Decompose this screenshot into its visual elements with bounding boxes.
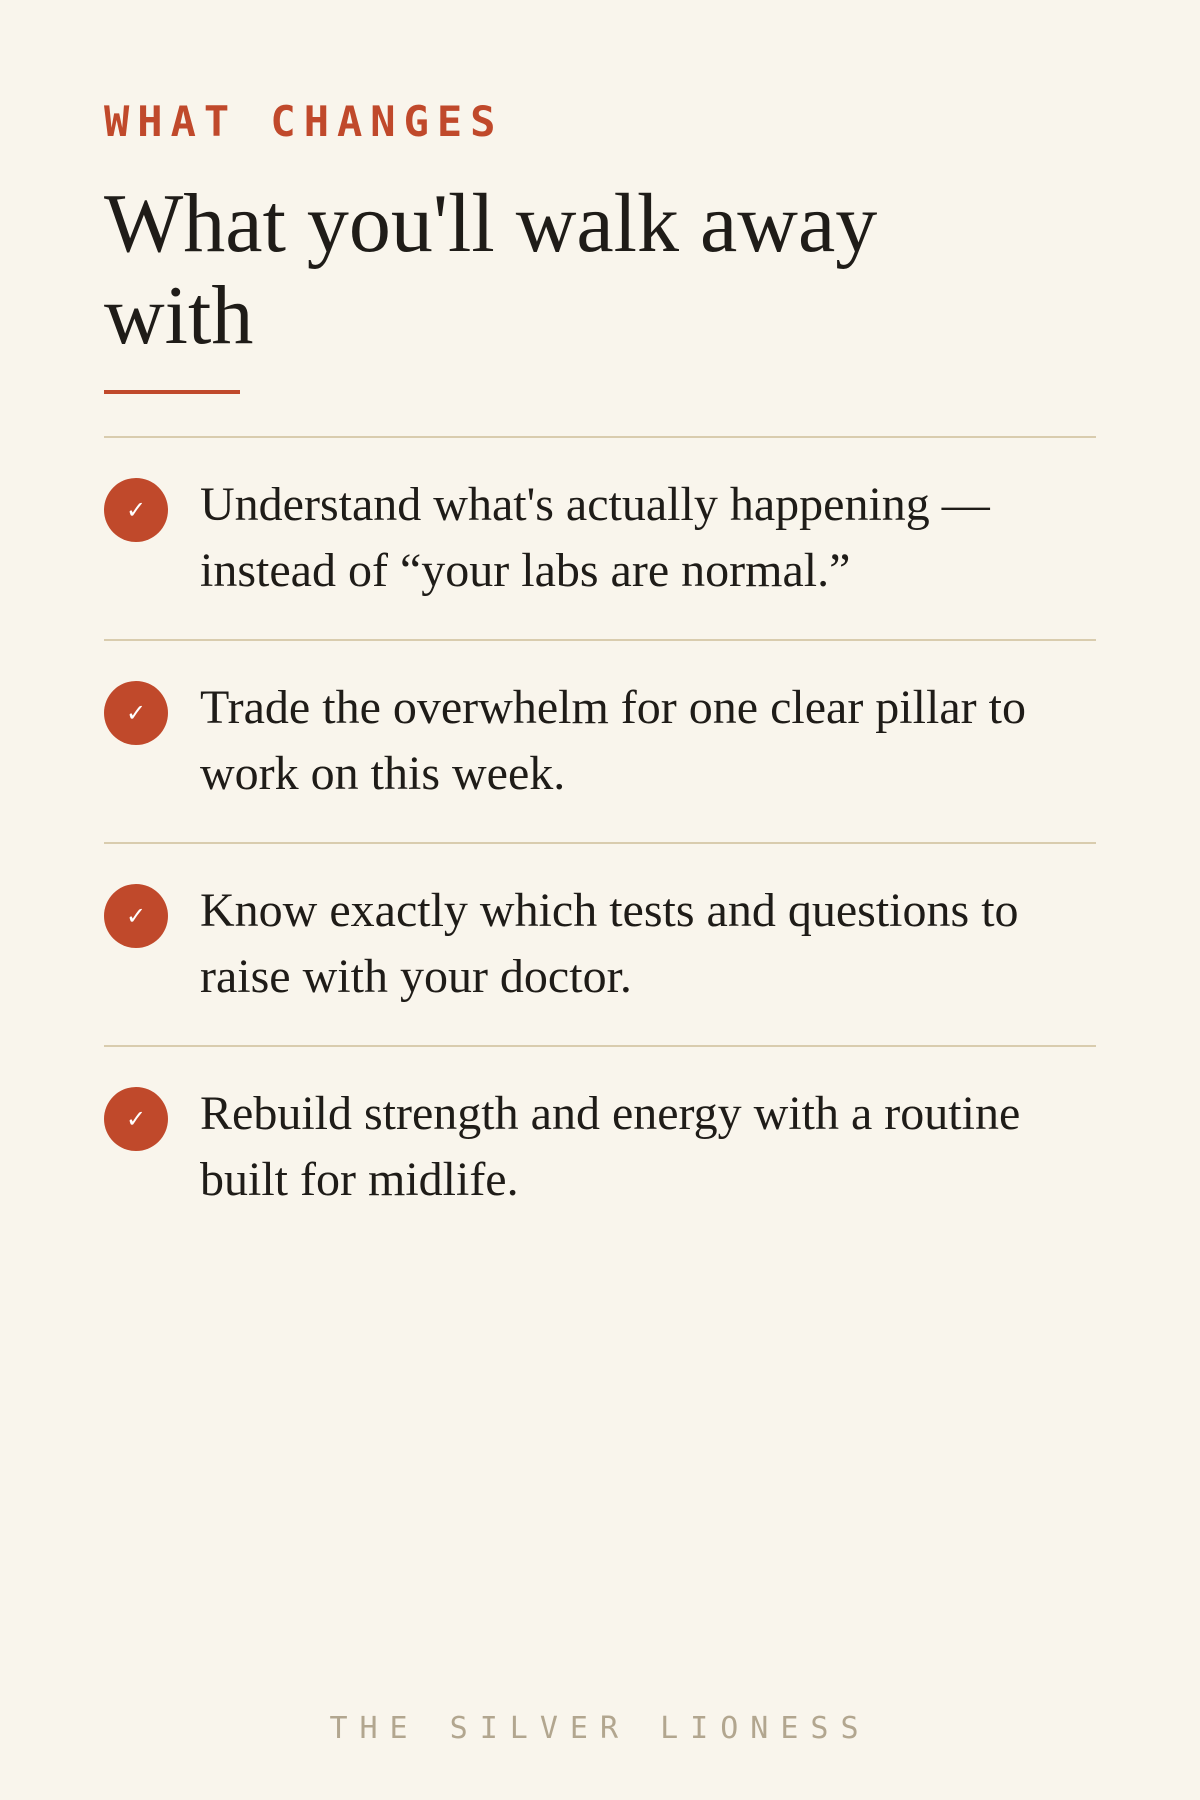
benefit-item bbox=[104, 1045, 1096, 1248]
checkmark-icon: ✓ bbox=[104, 681, 168, 745]
page-title: What you'll walk away with bbox=[104, 177, 878, 362]
benefit-item bbox=[104, 436, 1096, 639]
benefit-list bbox=[104, 436, 1096, 1248]
checkmark-icon: ✓ bbox=[104, 884, 168, 948]
benefit-text: Trade the overwhelm for one clear pillar to work on this week. bbox=[200, 681, 1026, 800]
benefit-item bbox=[104, 639, 1096, 842]
brand-footer: THE SILVER LIONESS bbox=[329, 1711, 871, 1746]
eyebrow-label: WHAT CHANGES bbox=[104, 97, 504, 146]
benefit-text: Rebuild strength and energy with a routine built for midlife. bbox=[200, 1087, 1021, 1206]
checkmark-icon: ✓ bbox=[104, 1087, 168, 1151]
benefit-text: Know exactly which tests and questions to raise with your doctor. bbox=[200, 884, 1019, 1003]
benefit-item bbox=[104, 842, 1096, 1045]
benefit-text: Understand what's actually happening — instead of “your labs are normal.” bbox=[200, 478, 990, 597]
checkmark-icon: ✓ bbox=[104, 478, 168, 542]
accent-divider bbox=[104, 390, 240, 394]
